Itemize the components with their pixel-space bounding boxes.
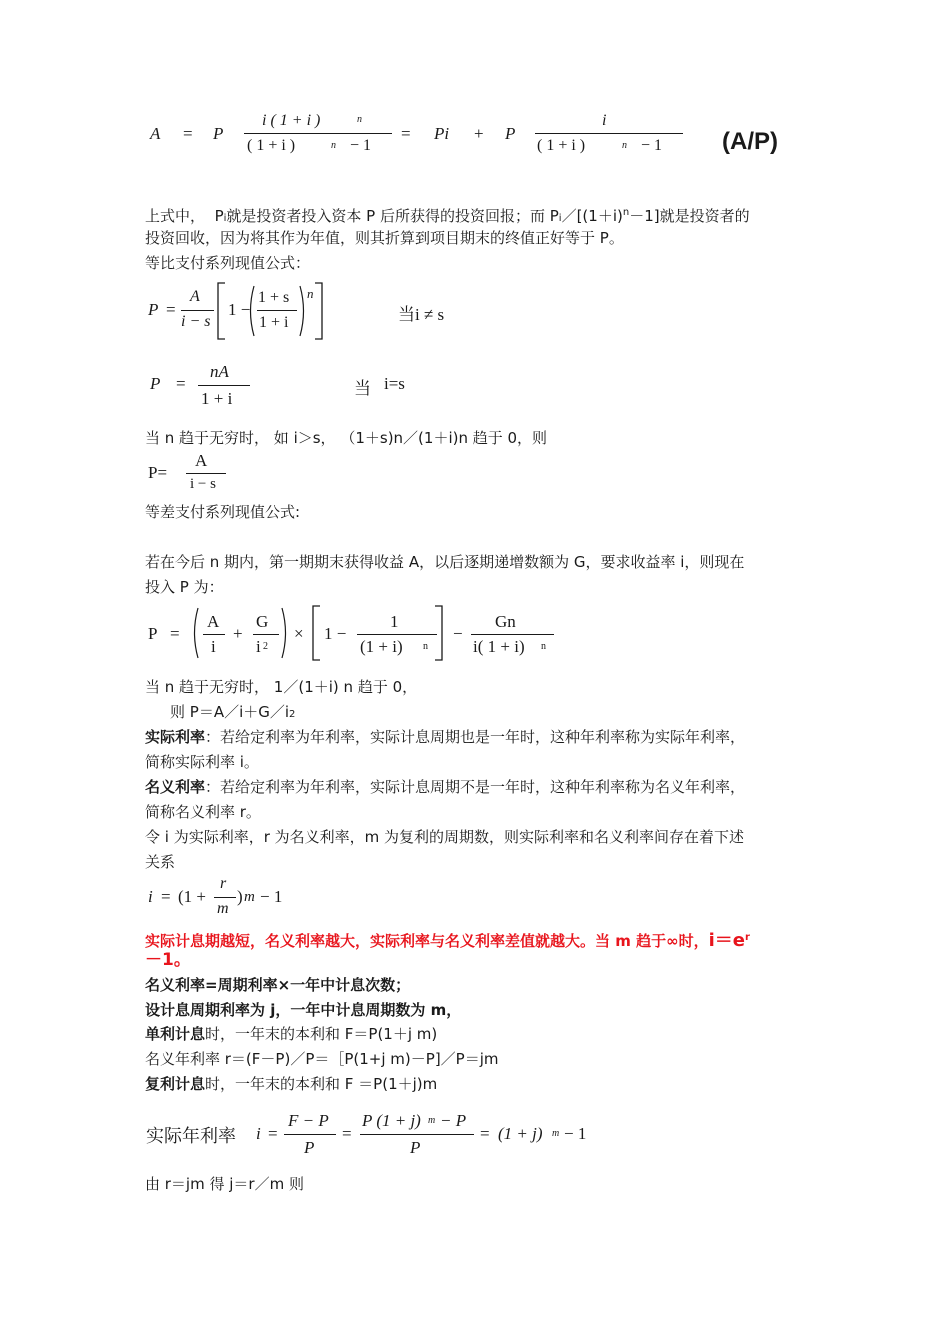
fraction-denominator: i − s: [190, 476, 216, 492]
fraction-denominator: ( 1 + i ): [247, 137, 296, 154]
condition-label: 当: [354, 379, 371, 398]
simple-interest: 单利计息时，一年末的本利和 F＝P(1＋j m): [145, 1025, 438, 1043]
minus-sign: −: [453, 624, 463, 643]
equals-sign: =: [183, 124, 193, 143]
formula-label: 实际年利率: [146, 1126, 236, 1146]
formula-symbol-i: i: [256, 1124, 261, 1143]
formula-symbol-p: P=: [148, 463, 168, 482]
formula-symbol-p: P: [505, 124, 516, 143]
numerator-tail: − P: [440, 1111, 467, 1130]
fraction-line: [181, 310, 214, 311]
term-real-rate: 实际利率: [145, 728, 206, 746]
bold-line: 设计息周期利率为 j，一年中计息周期数为 m，: [145, 1001, 462, 1019]
fraction-numerator: 1: [390, 612, 399, 631]
formula-symbol-p: P: [148, 300, 159, 319]
inner-denominator: 1 + i: [259, 314, 289, 331]
fraction-denominator: i: [256, 637, 261, 656]
condition: i=s: [384, 374, 405, 393]
section-heading: 等比支付系列现值公式：: [145, 254, 311, 272]
condition: 当i ≠ s: [398, 305, 445, 324]
equals-sign: =: [268, 1124, 278, 1143]
equals-sign: =: [342, 1124, 352, 1143]
fraction-numerator: A: [195, 451, 208, 470]
equals-sign: =: [176, 374, 186, 393]
fraction-numerator: F − P: [288, 1111, 329, 1130]
equals-sign: =: [401, 124, 411, 143]
left-bracket-icon: [310, 605, 322, 661]
text-line: 当 n 趋于无穷时， 1／(1＋i) n 趋于 0，: [145, 678, 418, 696]
fraction-denominator: ( 1 + i ): [537, 137, 586, 154]
exponent: m: [428, 1115, 436, 1126]
equals-sign: =: [170, 624, 180, 643]
left-paren-icon: [246, 285, 256, 337]
plus-sign: +: [474, 124, 484, 143]
denominator-tail: − 1: [350, 137, 372, 154]
exponent: n: [541, 641, 546, 652]
equals-sign: =: [166, 300, 176, 319]
formula-symbol-p: P: [148, 624, 158, 643]
exponent: 2: [263, 641, 268, 652]
right-bracket-icon: [313, 282, 325, 340]
fraction-denominator: i: [211, 637, 216, 656]
formula-symbol-i: i: [148, 887, 153, 906]
definition-real: 实际利率：若给定利率为年利率，实际计息周期也是一年时，这种年利率称为实际年利率，: [145, 728, 746, 746]
text-line: 投入 P 为：: [145, 578, 224, 596]
text-line: 简称名义利率 r。: [145, 803, 261, 821]
one-minus: 1 −: [324, 624, 347, 643]
fraction-line: [471, 634, 554, 635]
formula-symbol-p: P: [213, 124, 224, 143]
one-minus: 1 −: [228, 300, 251, 319]
highlight-note: 实际计息期越短，名义利率越大，实际利率与名义利率差值就越大。当 m 趋于∞时，$i=e^r$: [145, 930, 750, 951]
text-line: 令 i 为实际利率，r 为名义利率，m 为复利的周期数，则实际利率和名义利率间存在着下述: [145, 828, 745, 846]
left-paren-icon: [190, 607, 200, 659]
exponent: m: [552, 1128, 560, 1139]
formula-tag: (A/P): [722, 128, 778, 155]
fraction-line: [360, 1134, 474, 1135]
exponent: n: [357, 114, 362, 125]
fraction-denominator: P: [304, 1138, 315, 1157]
equals-sign: =: [161, 887, 171, 906]
fraction-numerator: Gn: [495, 612, 516, 631]
exponent: n: [423, 641, 428, 652]
definition-nominal: 名义利率：若给定利率为年利率，实际计息周期不是一年时，这种年利率称为名义年利率，: [145, 778, 746, 796]
term-nominal-rate: 名义利率: [145, 778, 206, 796]
fraction-denominator: P: [410, 1138, 421, 1157]
fraction-line: [186, 473, 226, 474]
formula-tail: − 1: [564, 1124, 587, 1143]
right-paren-icon: [280, 607, 290, 659]
exponent: n: [622, 140, 627, 151]
fraction-denominator: m: [217, 900, 229, 917]
formula-symbol-a: A: [150, 124, 161, 143]
formula-rhs: (1 + j): [498, 1124, 543, 1143]
plus-sign: +: [233, 624, 243, 643]
section-heading: 等差支付系列现值公式:: [145, 503, 301, 521]
text-line: 若在今后 n 期内，第一期期末获得收益 A，以后逐期递增数额为 G，要求收益率 i，则现在: [145, 553, 745, 571]
fraction-denominator: (1 + i): [360, 637, 403, 656]
times-sign: ×: [294, 624, 304, 643]
text-line: 名义年利率 r＝(F－P)／P＝［P(1+j m)－P]／P＝jm: [145, 1050, 499, 1068]
fraction-denominator: i( 1 + i): [473, 637, 525, 656]
fraction-line: [357, 634, 437, 635]
paren-close: ): [237, 887, 243, 906]
formula-term-pi: Pi: [434, 124, 450, 143]
exponent: n: [307, 286, 314, 301]
denominator-tail: − 1: [641, 137, 663, 154]
text-line: 由 r＝jm 得 j＝r／m 则: [145, 1175, 304, 1193]
exponent: m: [244, 889, 255, 905]
fraction-numerator: i ( 1 + i ): [262, 112, 321, 129]
fraction-numerator: P (1 + j): [362, 1111, 421, 1130]
compound-interest: 复利计息时，一年末的本利和 F ＝P(1＋j)m: [145, 1075, 438, 1093]
fraction-numerator: G: [256, 612, 269, 631]
fraction-numerator: i: [602, 112, 607, 129]
fraction-line: [284, 1134, 336, 1135]
fraction-line: [535, 133, 683, 134]
text-line: 则 P＝A／i＋G／i2: [170, 703, 296, 721]
text-line: 上式中， Pi就是投资者投入资本 P 后所获得的投资回报；而 $Pi/[(1+i)^n-1]$就是投资者的: [145, 207, 750, 225]
highlight-note-tail: －1。: [145, 950, 191, 970]
fraction-line: [244, 133, 392, 134]
formula-symbol-p: P: [150, 374, 161, 393]
fraction-numerator: A: [207, 612, 220, 631]
fraction-line: [253, 634, 279, 635]
term-compound-interest: 复利计息: [145, 1075, 206, 1093]
inner-numerator: 1 + s: [258, 289, 290, 306]
fraction-line: [198, 385, 250, 386]
text-line: 当 n 趋于无穷时， 如 i＞s， （1＋s)n／(1＋i)n 趋于 0，则: [145, 429, 548, 447]
text-line: 关系: [145, 853, 176, 871]
fraction-line: [257, 310, 297, 311]
formula-tail: − 1: [260, 887, 283, 906]
exponent: n: [331, 140, 336, 151]
fraction-line: [214, 897, 236, 898]
left-bracket-icon: [215, 282, 227, 340]
text-line: 投资回收，因为将其作为年值，则其折算到项目期末的终值正好等于 P。: [145, 229, 624, 247]
paren-open: (1 +: [178, 887, 206, 906]
fraction-line: [203, 634, 225, 635]
fraction-denominator: 1 + i: [201, 389, 233, 408]
fraction-denominator: i − s: [181, 313, 211, 330]
fraction-numerator: nA: [210, 362, 229, 381]
fraction-numerator: A: [190, 288, 200, 305]
right-bracket-icon: [433, 605, 445, 661]
text-line: 简称实际利率 i。: [145, 753, 259, 771]
fraction-numerator: r: [220, 875, 227, 892]
term-simple-interest: 单利计息: [145, 1025, 206, 1043]
bold-line: 名义利率=周期利率×一年中计息次数；: [145, 976, 411, 994]
equals-sign: =: [480, 1124, 490, 1143]
